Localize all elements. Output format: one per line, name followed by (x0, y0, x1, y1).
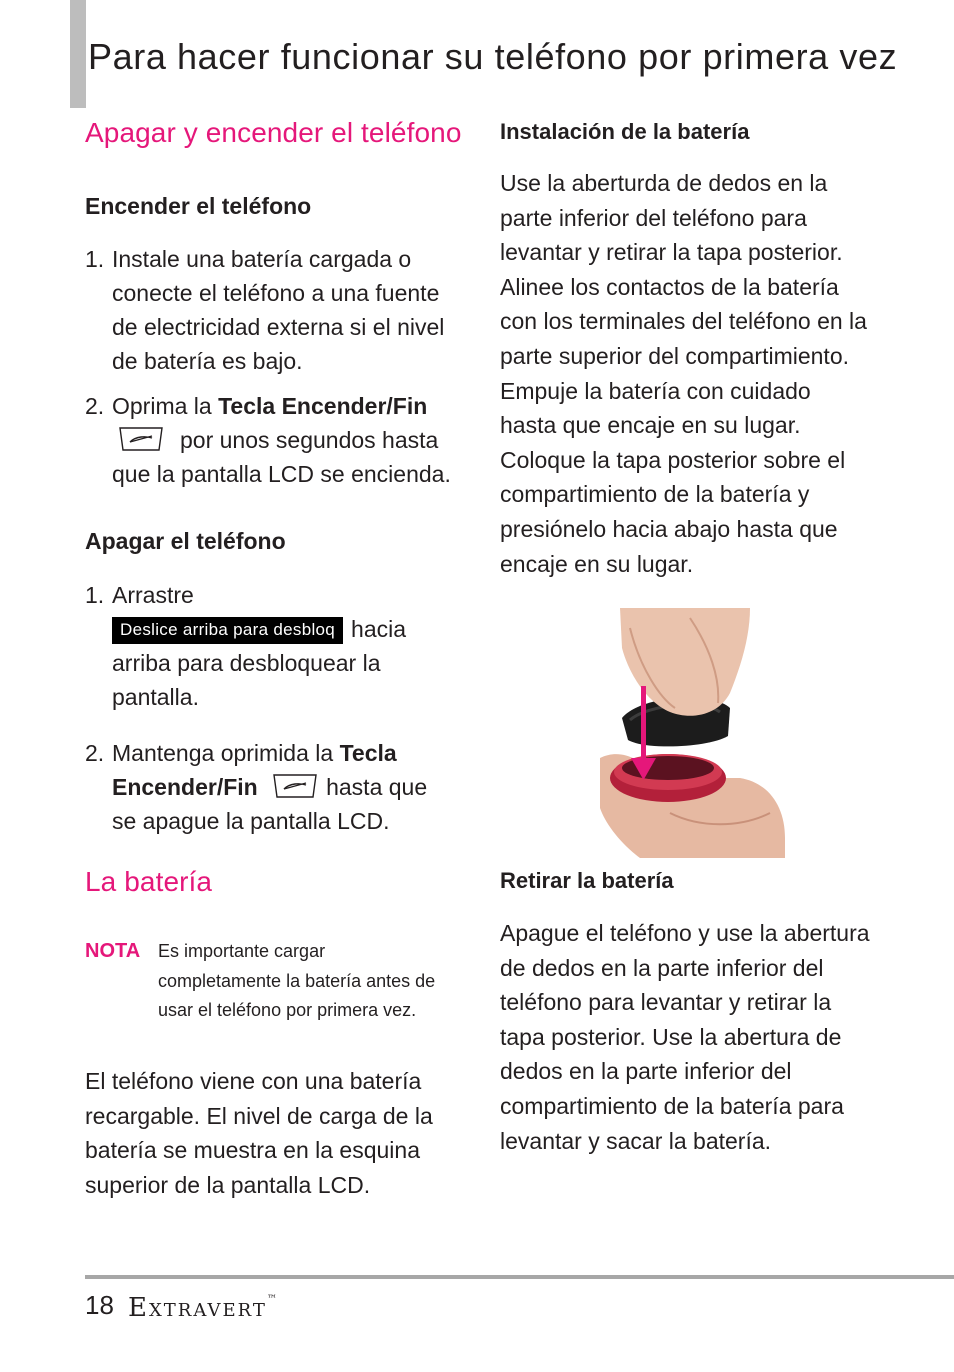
step-text-post: hacia arriba para desbloquear la pantalla. (112, 616, 407, 710)
step-text-pre: Oprima la (112, 393, 219, 419)
note-label: NOTA (85, 940, 141, 962)
brand-name (128, 1293, 277, 1323)
footer-rule (85, 1275, 954, 1279)
step-text-pre: Arrastre (112, 582, 194, 608)
brand-text: Extravert (128, 1293, 267, 1323)
key-name: Tecla Encender/Fin (112, 740, 397, 800)
remove-paragraph: Apague el teléfono y use la abertura de dedos en la parte inferior del teléfono para levantar y retirar la tapa posterior. Use la abertura de dedos en la parte inferior del compartimiento de la batería para levantar y sacar la batería. (500, 920, 870, 1154)
step-number: 1. (85, 582, 105, 608)
step-text (112, 389, 457, 491)
subheading-power-on: Encender el teléfono (85, 193, 312, 219)
step-text-post: por unos segundos hasta que la pantalla LCD se encienda. (112, 427, 451, 487)
section-heading-power: Apagar y encender el teléfono (85, 117, 462, 148)
key-name: Tecla Encender/Fin (218, 393, 428, 419)
step-text: Instale una batería cargada o conecte el teléfono a una fuente de electricidad externa si el nivel de batería es bajo. (112, 246, 445, 374)
title-bar-accent (70, 0, 86, 108)
step-number: 2. (85, 740, 105, 766)
step-text-pre: Mantenga oprimida la (112, 740, 340, 766)
battery-install-photo (600, 608, 785, 858)
step-number: 2. (85, 393, 105, 419)
note-text: Es importante cargar completamente la batería antes de usar el teléfono por primera vez. (158, 941, 436, 1020)
subheading-power-off: Apagar el teléfono (85, 528, 286, 554)
subheading-remove-battery: Retirar la batería (500, 868, 674, 893)
unlock-slider-label: Deslice arriba para desbloq (112, 617, 343, 644)
subheading-install-battery: Instalación de la batería (500, 119, 750, 144)
page-number: 18 (85, 1290, 114, 1320)
step-text (112, 578, 452, 714)
step-number: 1. (85, 246, 105, 272)
page-title: Para hacer funcionar su teléfono por primera vez (88, 36, 898, 77)
trademark: ™ (266, 1294, 277, 1305)
install-paragraph: Use la aberturda de dedos en la parte inferior del teléfono para levantar y retirar la tapa posterior. Alinee los contactos de la batería con los terminales del teléfono en la parte superior del compartimiento. Empuje la batería con cuidado hasta que encaje en su lugar. Coloque la tapa posterior sobre el compartimiento de la batería y presiónelo hacia abajo hasta que encaje en su lugar. (500, 170, 867, 577)
battery-paragraph: El teléfono viene con una batería recargable. El nivel de carga de la batería se muestra en la esquina superior de la pantalla LCD. (85, 1068, 433, 1198)
section-heading-battery: La batería (85, 866, 213, 897)
end-key-icon (270, 771, 320, 801)
step-text-post: hasta que se apague la pantalla LCD. (112, 774, 428, 834)
end-key-icon (116, 424, 166, 454)
step-text (112, 736, 452, 838)
